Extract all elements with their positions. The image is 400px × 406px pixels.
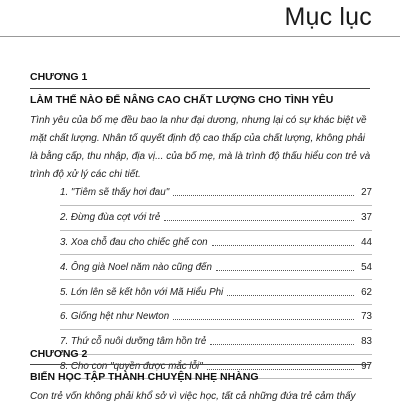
- dot-leader: [207, 369, 354, 370]
- toc-item-page: 83: [361, 336, 372, 348]
- dot-leader: [212, 245, 354, 246]
- toc-item[interactable]: [60, 255, 372, 280]
- toc-item-page: 37: [361, 212, 372, 224]
- toc-item-page: 44: [361, 236, 372, 248]
- toc-item-title: 3. Xoa chỗ đau cho chiếc ghế con: [60, 236, 208, 248]
- toc-item-page: 62: [361, 286, 372, 298]
- chapter-1-title: LÀM THẾ NÀO ĐỂ NÂNG CAO CHẤT LƯỢNG CHO TÌNH YÊU: [30, 94, 334, 106]
- dot-leader: [210, 344, 354, 345]
- toc-item-page: 27: [361, 187, 372, 199]
- chapter-1-label: CHƯƠNG 1: [30, 71, 88, 83]
- toc-item-title: 4. Ông già Noel năm nào cũng đến: [60, 261, 212, 273]
- chapter-1-divider: [30, 88, 370, 89]
- dot-leader: [164, 220, 354, 221]
- dot-leader: [227, 295, 354, 296]
- page-title: Mục lục: [284, 3, 372, 31]
- toc-item[interactable]: [60, 231, 372, 256]
- chapter-1-toc: [60, 181, 372, 379]
- toc-item[interactable]: [60, 305, 372, 330]
- chapter-2-title: BIẾN HỌC TẬP THÀNH CHUYỆN NHẸ NHÀNG: [30, 371, 259, 383]
- toc-item-page: 97: [361, 360, 372, 372]
- chapter-2-intro: Con trẻ vốn không phải khổ sở vì việc học, tất cả những đứa trẻ cảm thấy: [30, 391, 356, 402]
- chapter-2-label: CHƯƠNG 2: [30, 348, 88, 360]
- toc-item-title: 7. Thứ cỗ nuôi dưỡng tâm hồn trẻ: [60, 336, 207, 348]
- dot-leader: [216, 270, 354, 271]
- toc-item-title: 5. Lớn lên sẽ kết hôn với Mã Hiểu Phi: [60, 286, 224, 298]
- toc-item[interactable]: [60, 206, 372, 231]
- title-divider: [0, 36, 400, 37]
- toc-item-title: 8. Cho con "quyền được mắc lỗi": [60, 360, 203, 372]
- toc-item[interactable]: [60, 330, 372, 355]
- dot-leader: [173, 319, 354, 320]
- chapter-1-intro: Tình yêu của bố mẹ đều bao la như đại dương, nhưng lại có sự khác biệt về mặt chất lượng. Nhân tố quyết định độ cao thấp của chất lượng, không phải là bằng cấp, thu nhập, địa vị... của bố mẹ, mà là trình độ thấu hiểu con trẻ và trình độ xử lý các chi tiết.: [30, 115, 371, 180]
- toc-item-page: 54: [361, 261, 372, 273]
- toc-item-page: 73: [361, 311, 372, 323]
- toc-item-title: 6. Giống hệt như Newton: [60, 311, 170, 323]
- toc-item-title: 2. Đừng đùa cợt với trẻ: [60, 212, 161, 224]
- dot-leader: [173, 195, 354, 196]
- toc-item[interactable]: [60, 280, 372, 305]
- chapter-2-divider: [30, 364, 370, 365]
- toc-item-title: 1. "Tiêm sẽ thấy hơi đau": [60, 187, 170, 199]
- toc-item[interactable]: [60, 181, 372, 206]
